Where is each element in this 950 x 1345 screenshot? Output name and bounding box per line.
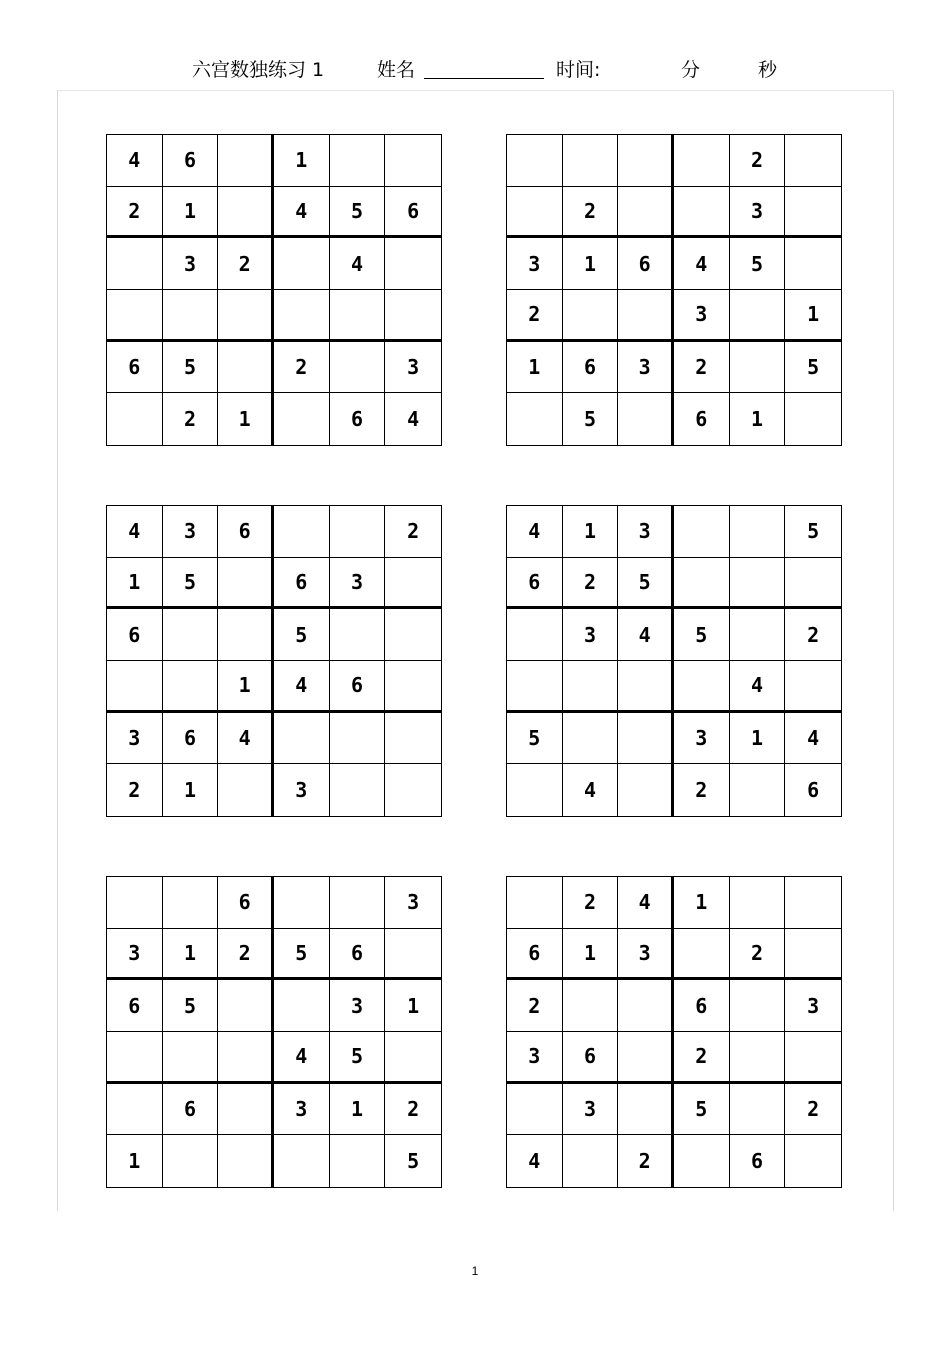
sudoku-cell[interactable]: 5 [163,558,219,610]
sudoku-cell[interactable] [385,609,441,661]
worksheet-title: 六宫数独练习 1 [192,59,325,81]
sudoku-cell[interactable]: 3 [507,1032,563,1084]
sudoku-cell[interactable] [385,661,441,713]
sudoku-cell[interactable] [107,877,163,929]
sudoku-cell[interactable]: 5 [407,1149,420,1174]
sudoku-cell[interactable] [163,609,219,661]
sudoku-cell[interactable] [107,238,163,290]
sudoku-cell[interactable] [385,238,441,290]
sudoku-cell[interactable] [563,135,619,187]
sudoku-cell[interactable] [785,929,841,981]
sudoku-cell[interactable] [163,1032,219,1084]
sudoku-cell[interactable] [618,661,674,713]
sudoku-cell[interactable]: 6 [218,506,274,558]
sudoku-cell[interactable] [330,135,386,187]
sudoku-cell[interactable] [618,187,674,239]
sudoku-cell[interactable]: 4 [507,506,563,558]
sudoku-cell[interactable] [730,1084,786,1136]
sudoku-cell[interactable] [218,1135,274,1187]
sudoku-cell[interactable]: 1 [274,135,330,187]
sudoku-cell[interactable] [618,713,674,765]
sudoku-cell[interactable] [674,929,730,981]
sudoku-cell[interactable]: 3 [274,1084,330,1136]
sudoku-cell[interactable]: 2 [385,506,441,558]
sudoku-cell[interactable]: 3 [163,506,219,558]
sudoku-cell[interactable]: 4 [618,609,674,661]
sudoku-cell[interactable] [785,877,841,929]
sudoku-cell[interactable] [563,661,619,713]
sudoku-cell[interactable] [330,609,386,661]
sudoku-cell[interactable] [163,877,219,929]
sudoku-cell[interactable]: 6 [563,1032,619,1084]
sudoku-cell[interactable] [218,764,274,816]
sudoku-cell[interactable] [563,1135,619,1187]
sudoku-cell[interactable]: 3 [730,187,786,239]
sudoku-cell[interactable]: 2 [107,764,163,816]
sudoku-cell[interactable]: 3 [163,238,219,290]
sudoku-cell[interactable] [730,558,786,610]
sudoku-cell[interactable]: 2 [163,393,219,445]
sudoku-cell[interactable]: 2 [674,1032,730,1084]
sudoku-cell[interactable]: 6 [330,661,386,713]
sudoku-cell[interactable] [107,1084,163,1136]
sudoku-cell[interactable]: 6 [218,877,274,929]
sudoku-cell[interactable]: 2 [385,1084,441,1136]
sudoku-cell[interactable] [107,393,163,445]
sudoku-cell[interactable] [507,661,563,713]
sudoku-cell[interactable] [507,1084,563,1136]
name-blank-line[interactable] [424,78,544,79]
sudoku-cell[interactable]: 2 [107,187,163,239]
sudoku-cell[interactable]: 5 [563,393,619,445]
sudoku-cell[interactable] [218,609,274,661]
sudoku-cell[interactable] [618,393,674,445]
sudoku-cell[interactable]: 2 [563,558,619,610]
sudoku-cell[interactable] [730,764,786,816]
sudoku-cell[interactable]: 2 [563,877,619,929]
sudoku-cell[interactable]: 3 [330,558,386,610]
sudoku-cell[interactable]: 4 [785,713,841,765]
sudoku-cell[interactable]: 6 [385,187,441,239]
sudoku-cell[interactable] [785,238,841,290]
sudoku-cell[interactable]: 3 [385,877,441,929]
sudoku-cell[interactable]: 3 [507,238,563,290]
sudoku-cell[interactable]: 3 [274,764,330,816]
sudoku-cell[interactable] [163,1135,219,1187]
sudoku-cell[interactable]: 6 [507,558,563,610]
sudoku-grid-2 [506,134,842,446]
time-label: 时间: [556,59,601,81]
minutes-label: 分 [681,59,701,81]
sudoku-cell[interactable] [107,290,163,342]
sudoku-cell[interactable]: 4 [330,238,386,290]
sudoku-cell[interactable]: 2 [785,609,841,661]
sudoku-cell[interactable] [730,290,786,342]
sudoku-cell[interactable]: 6 [618,238,674,290]
sudoku-cell[interactable]: 4 [730,661,786,713]
sudoku-cell[interactable]: 1 [218,393,274,445]
sudoku-cell[interactable]: 2 [618,1135,674,1187]
sudoku-cell[interactable] [163,661,219,713]
sudoku-cell[interactable]: 6 [807,778,820,803]
sudoku-cell[interactable]: 3 [563,609,619,661]
sudoku-cell[interactable] [274,238,330,290]
sudoku-cell[interactable]: 6 [730,1135,786,1187]
sudoku-cell[interactable]: 2 [730,929,786,981]
sudoku-cell[interactable] [274,1135,330,1187]
sudoku-cell[interactable] [218,1032,274,1084]
sudoku-cell[interactable]: 3 [107,713,163,765]
sudoku-cell[interactable] [330,506,386,558]
sudoku-cell[interactable]: 2 [674,764,730,816]
sudoku-cell[interactable]: 2 [785,1084,841,1136]
sudoku-cell[interactable]: 5 [674,609,730,661]
sudoku-cell[interactable]: 3 [674,713,730,765]
sudoku-cell[interactable] [218,187,274,239]
sudoku-cell[interactable]: 4 [107,506,163,558]
sudoku-cell[interactable]: 5 [618,558,674,610]
sudoku-cell[interactable]: 6 [163,713,219,765]
sudoku-cell[interactable] [563,980,619,1032]
sudoku-cell[interactable]: 6 [330,393,386,445]
sudoku-cell[interactable] [330,1135,386,1187]
sudoku-cell[interactable] [730,877,786,929]
sudoku-cell[interactable]: 6 [674,980,730,1032]
sudoku-cell[interactable] [330,877,386,929]
sudoku-cell[interactable]: 3 [674,290,730,342]
sudoku-cell[interactable]: 1 [107,558,163,610]
sudoku-cell[interactable]: 6 [274,558,330,610]
page-number: 1 [471,1264,479,1278]
sudoku-cell[interactable]: 6 [107,980,163,1032]
sudoku-cell[interactable]: 6 [507,929,563,981]
sudoku-cell[interactable]: 3 [618,929,674,981]
sudoku-cell[interactable] [218,290,274,342]
sudoku-cell[interactable]: 1 [563,238,619,290]
sudoku-cell[interactable] [330,713,386,765]
sudoku-cell[interactable]: 5 [730,238,786,290]
sudoku-cell[interactable] [618,1032,674,1084]
sudoku-cell[interactable] [785,393,841,445]
sudoku-cell[interactable] [385,135,441,187]
sudoku-cell[interactable] [785,187,841,239]
sudoku-grid-4 [506,505,842,817]
sudoku-cell[interactable]: 5 [330,187,386,239]
sudoku-cell[interactable] [785,1032,841,1084]
sudoku-cell[interactable]: 2 [274,342,330,394]
sudoku-cell[interactable] [618,980,674,1032]
sudoku-cell[interactable] [785,558,841,610]
sudoku-cell[interactable]: 2 [507,290,563,342]
sudoku-cell[interactable] [218,558,274,610]
sudoku-cell[interactable] [107,1032,163,1084]
sudoku-cell[interactable] [163,290,219,342]
sudoku-cell[interactable]: 4 [274,1032,330,1084]
sudoku-cell[interactable]: 1 [730,713,786,765]
sudoku-cell[interactable]: 2 [730,135,786,187]
sudoku-cell[interactable]: 5 [330,1032,386,1084]
sudoku-cell[interactable] [785,661,841,713]
sudoku-cell[interactable] [618,764,674,816]
sudoku-cell[interactable]: 4 [674,238,730,290]
sudoku-grid-3 [106,505,442,817]
sudoku-cell[interactable] [507,877,563,929]
sudoku-cell[interactable] [674,506,730,558]
sudoku-cell[interactable]: 2 [674,342,730,394]
sudoku-cell[interactable] [330,764,386,816]
sudoku-cell[interactable] [274,713,330,765]
sudoku-cell[interactable]: 1 [163,764,219,816]
sudoku-cell[interactable] [218,342,274,394]
sudoku-cell[interactable]: 5 [163,980,219,1032]
sudoku-cell[interactable] [507,764,563,816]
sudoku-cell[interactable] [330,290,386,342]
sudoku-cell[interactable] [274,980,330,1032]
sudoku-grid-1 [106,134,442,446]
sudoku-cell[interactable]: 1 [330,1084,386,1136]
seconds-label: 秒 [758,59,778,81]
sudoku-cell[interactable]: 3 [618,342,674,394]
sudoku-cell[interactable]: 6 [163,135,219,187]
sudoku-cell[interactable] [385,1032,441,1084]
sudoku-cell[interactable] [218,1084,274,1136]
sudoku-cell[interactable] [730,506,786,558]
sudoku-cell[interactable]: 5 [274,929,330,981]
sudoku-cell[interactable]: 4 [218,713,274,765]
sudoku-cell[interactable]: 1 [218,661,274,713]
sudoku-grid-5 [106,876,442,1188]
sudoku-cell[interactable] [507,187,563,239]
sudoku-cell[interactable]: 3 [385,342,441,394]
sudoku-cell[interactable] [730,980,786,1032]
sudoku-cell[interactable]: 5 [785,506,841,558]
sudoku-cell[interactable] [730,1032,786,1084]
sudoku-cell[interactable] [218,135,274,187]
sudoku-cell[interactable] [507,393,563,445]
sudoku-cell[interactable] [674,1135,730,1187]
sudoku-cell[interactable]: 4 [407,407,420,432]
sudoku-cell[interactable]: 5 [785,342,841,394]
sudoku-cell[interactable]: 4 [274,661,330,713]
sudoku-cell[interactable] [785,135,841,187]
sudoku-cell[interactable]: 4 [107,135,163,187]
sudoku-cell[interactable]: 3 [563,1084,619,1136]
sudoku-cell[interactable]: 2 [507,980,563,1032]
sudoku-cell[interactable] [385,764,441,816]
sudoku-cell[interactable] [507,609,563,661]
sudoku-cell[interactable]: 6 [107,609,163,661]
sudoku-cell[interactable]: 1 [730,393,786,445]
sudoku-cell[interactable] [274,877,330,929]
sudoku-cell[interactable]: 5 [274,609,330,661]
sudoku-cell[interactable] [674,558,730,610]
sudoku-cell[interactable] [618,135,674,187]
sudoku-cell[interactable]: 4 [618,877,674,929]
sudoku-cell[interactable]: 4 [507,1135,563,1187]
sudoku-cell[interactable]: 1 [563,929,619,981]
sudoku-cell[interactable]: 4 [563,764,619,816]
sudoku-cell[interactable] [730,342,786,394]
sudoku-cell[interactable]: 4 [274,187,330,239]
sudoku-cell[interactable] [618,1084,674,1136]
sudoku-cell[interactable] [785,1135,841,1187]
sudoku-cell[interactable]: 1 [674,877,730,929]
sudoku-cell[interactable]: 1 [107,1135,163,1187]
sudoku-cell[interactable]: 2 [218,929,274,981]
sudoku-cell[interactable]: 6 [163,1084,219,1136]
sudoku-cell[interactable]: 1 [385,980,441,1032]
sudoku-cell[interactable] [385,290,441,342]
sudoku-cell[interactable]: 6 [107,342,163,394]
sudoku-cell[interactable]: 6 [330,929,386,981]
sudoku-cell[interactable]: 3 [107,929,163,981]
name-label: 姓名 [377,59,416,81]
sudoku-cell[interactable] [330,342,386,394]
sudoku-cell[interactable]: 5 [674,1084,730,1136]
sudoku-cell[interactable]: 3 [330,980,386,1032]
sudoku-cell[interactable] [385,713,441,765]
sudoku-cell[interactable]: 5 [507,713,563,765]
sudoku-cell[interactable]: 1 [163,929,219,981]
sudoku-cell[interactable]: 1 [163,187,219,239]
sudoku-cell[interactable] [674,135,730,187]
sudoku-cell[interactable]: 6 [563,342,619,394]
sudoku-cell[interactable]: 2 [218,238,274,290]
sudoku-cell[interactable]: 5 [163,342,219,394]
sudoku-cell[interactable]: 2 [563,187,619,239]
sudoku-cell[interactable] [618,290,674,342]
sudoku-cell[interactable] [674,187,730,239]
sudoku-cell[interactable] [385,558,441,610]
sudoku-cell[interactable]: 6 [674,393,730,445]
sudoku-cell[interactable] [218,980,274,1032]
sudoku-cell[interactable] [274,290,330,342]
sudoku-cell[interactable] [107,661,163,713]
sudoku-grid-6 [506,876,842,1188]
worksheet-header [0,57,950,83]
sudoku-cell[interactable] [563,290,619,342]
sudoku-cell[interactable] [730,609,786,661]
sudoku-cell[interactable]: 3 [785,980,841,1032]
sudoku-cell[interactable]: 1 [563,506,619,558]
sudoku-cell[interactable] [674,661,730,713]
sudoku-cell[interactable] [274,506,330,558]
sudoku-cell[interactable]: 1 [785,290,841,342]
sudoku-cell[interactable] [507,135,563,187]
sudoku-cell[interactable] [274,393,330,445]
sudoku-cell[interactable] [385,929,441,981]
sudoku-cell[interactable]: 1 [507,342,563,394]
sudoku-cell[interactable] [563,713,619,765]
sudoku-cell[interactable]: 3 [618,506,674,558]
